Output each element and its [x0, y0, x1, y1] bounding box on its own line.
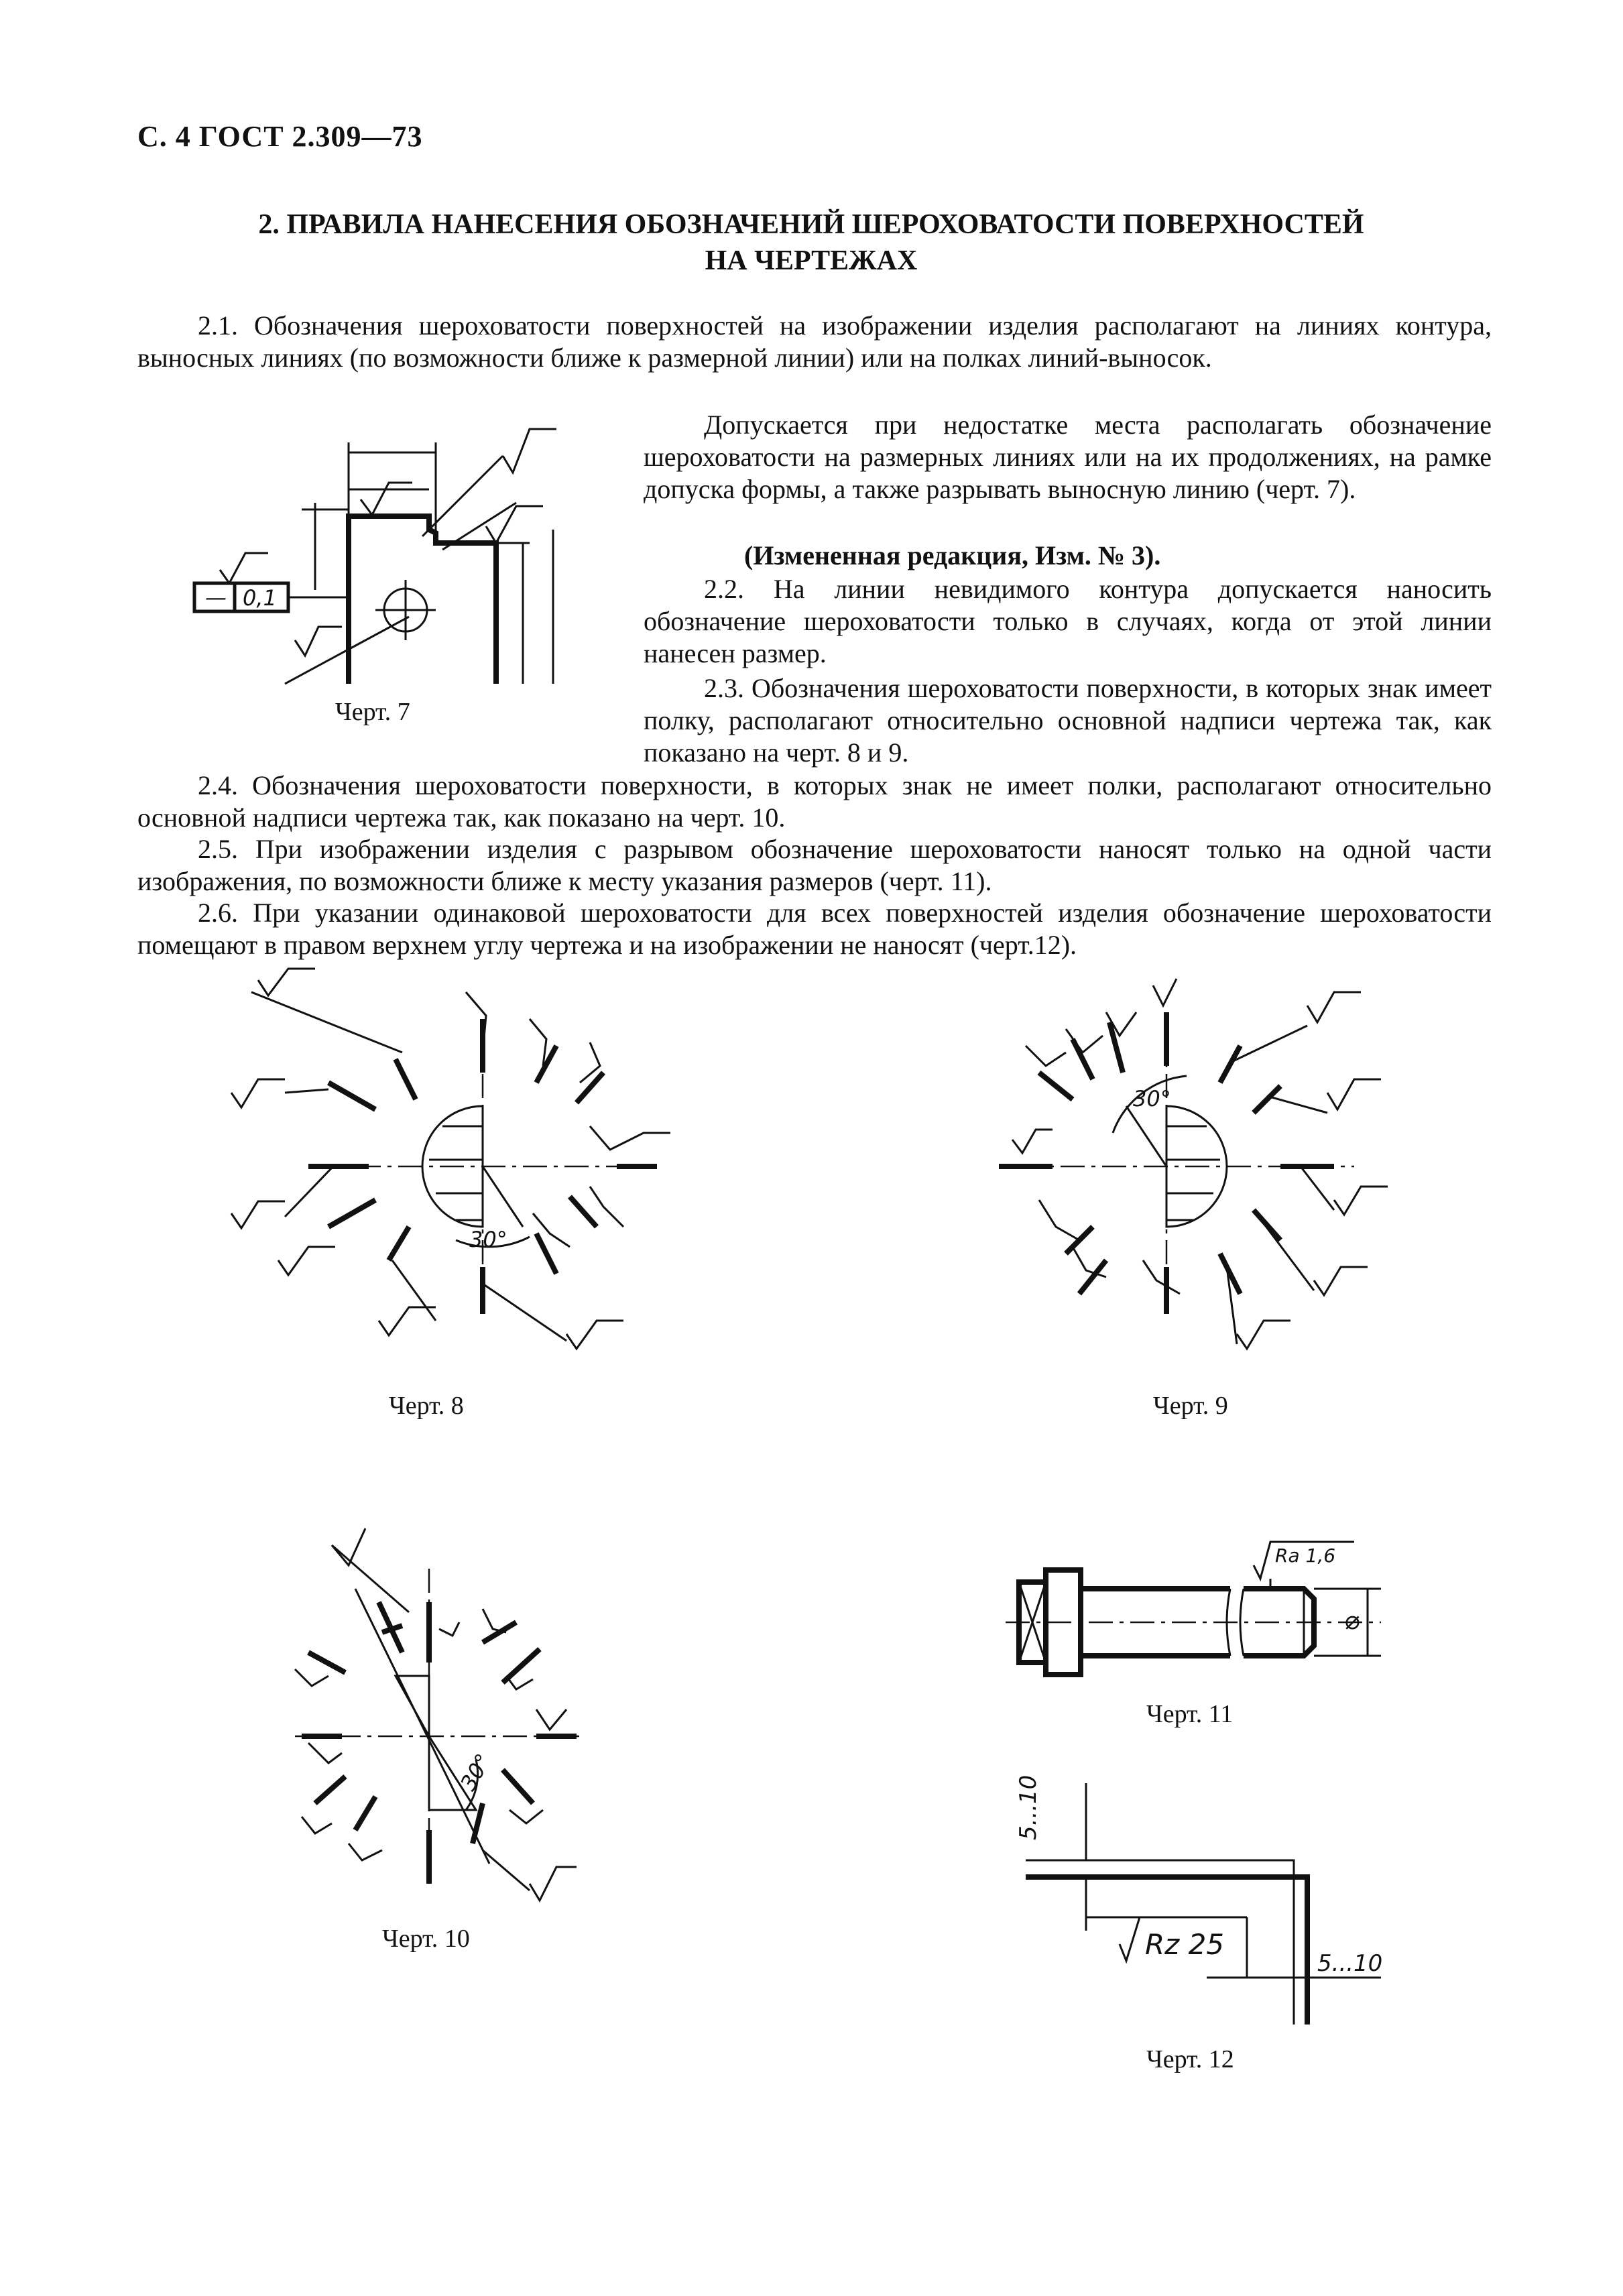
paragraph-2-1: 2.1. Обозначения шероховатости поверхностей на изображении изделия располагают на линиях контура, выносных линиях (по возможности ближе к размерной линии) или на полках линий-выносок. — [137, 310, 1492, 373]
amendment-note: (Измененная редакция, Изм. № 3). — [744, 540, 1161, 570]
tolerance-value: 0,1 — [243, 585, 277, 611]
paragraph-2-1-continued: Допускается при недостатке места располагать обозначение шероховатости на размерных линиях или на их продолжениях, на рамке допуска формы, а также разрывать выносную линию (черт. 7). — [644, 410, 1492, 504]
figure-9-caption: Черт. 9 — [1153, 1392, 1228, 1420]
figure-8-drawing — [215, 965, 684, 1381]
figure-8-caption: Черт. 8 — [389, 1392, 464, 1420]
paragraph-2-5: 2.5. При изображении изделия с разрывом обозначение шероховатости наносят только на одной части изображения, по возможности ближе к месту указания размеров (черт. 11). — [137, 834, 1492, 896]
figure-7-drawing — [181, 416, 583, 697]
figure-12-drawing — [1015, 1774, 1401, 2025]
page-header: С. 4 ГОСТ 2.309—73 — [137, 120, 423, 153]
tolerance-symbol: — — [205, 585, 227, 610]
roughness-sign-on-frame — [220, 553, 268, 583]
diameter-symbol: ⌀ — [1344, 1606, 1360, 1635]
roughness-label: Rz 25 — [1145, 1928, 1225, 1961]
paragraph-2-6: 2.6. При указании одинаковой шероховатости для всех поверхностей изделия обозначение шероховатости помещают в правом верхнем углу чертежа и на изображении не наносят (черт.12). — [137, 898, 1492, 960]
roughness-marks-group — [295, 1528, 577, 1900]
figure-10-drawing — [275, 1528, 610, 1904]
vertical-dimension-label: 5...10 — [1015, 1774, 1042, 1840]
paragraph-2-3: 2.3. Обозначения шероховатости поверхности, в которых знак имеет полку, располагают относительно основной надписи чертежа так, как показано на черт. 8 и 9. — [644, 673, 1492, 768]
figure-7-caption: Черт. 7 — [335, 698, 410, 726]
roughness-sign-on-dimension — [361, 483, 412, 515]
paragraph-2-4: 2.4. Обозначения шероховатости поверхности, в которых знак не имеет полки, располагают относительно основной надписи чертежа так, как показано на черт. 10. — [137, 770, 1492, 833]
angle-label: 30° — [469, 1227, 507, 1252]
section-title-line1: 2. ПРАВИЛА НАНЕСЕНИЯ ОБОЗНАЧЕНИЙ ШЕРОХОВАТОСТИ ПОВЕРХНОСТЕЙ — [258, 209, 1364, 240]
figure-9-drawing — [999, 965, 1468, 1381]
angle-label: 30° — [1133, 1086, 1171, 1111]
figure-11-caption: Черт. 11 — [1146, 1700, 1234, 1728]
figure-12-caption: Черт. 12 — [1146, 2045, 1234, 2073]
roughness-label: Ra 1,6 — [1275, 1545, 1336, 1567]
paragraph-2-2: 2.2. На линии невидимого контура допускается наносить обозначение шероховатости только в случаях, когда от этой линии нанесен размер. — [644, 574, 1492, 668]
horizontal-dimension-label: 5...10 — [1317, 1950, 1383, 1977]
angle-label: 30° — [455, 1749, 497, 1795]
figure-11-drawing — [1006, 1528, 1435, 1703]
section-title-line2: НА ЧЕРТЕЖАХ — [705, 245, 918, 276]
figure-10-caption: Черт. 10 — [382, 1925, 470, 1953]
roughness-marks-group — [999, 979, 1388, 1349]
